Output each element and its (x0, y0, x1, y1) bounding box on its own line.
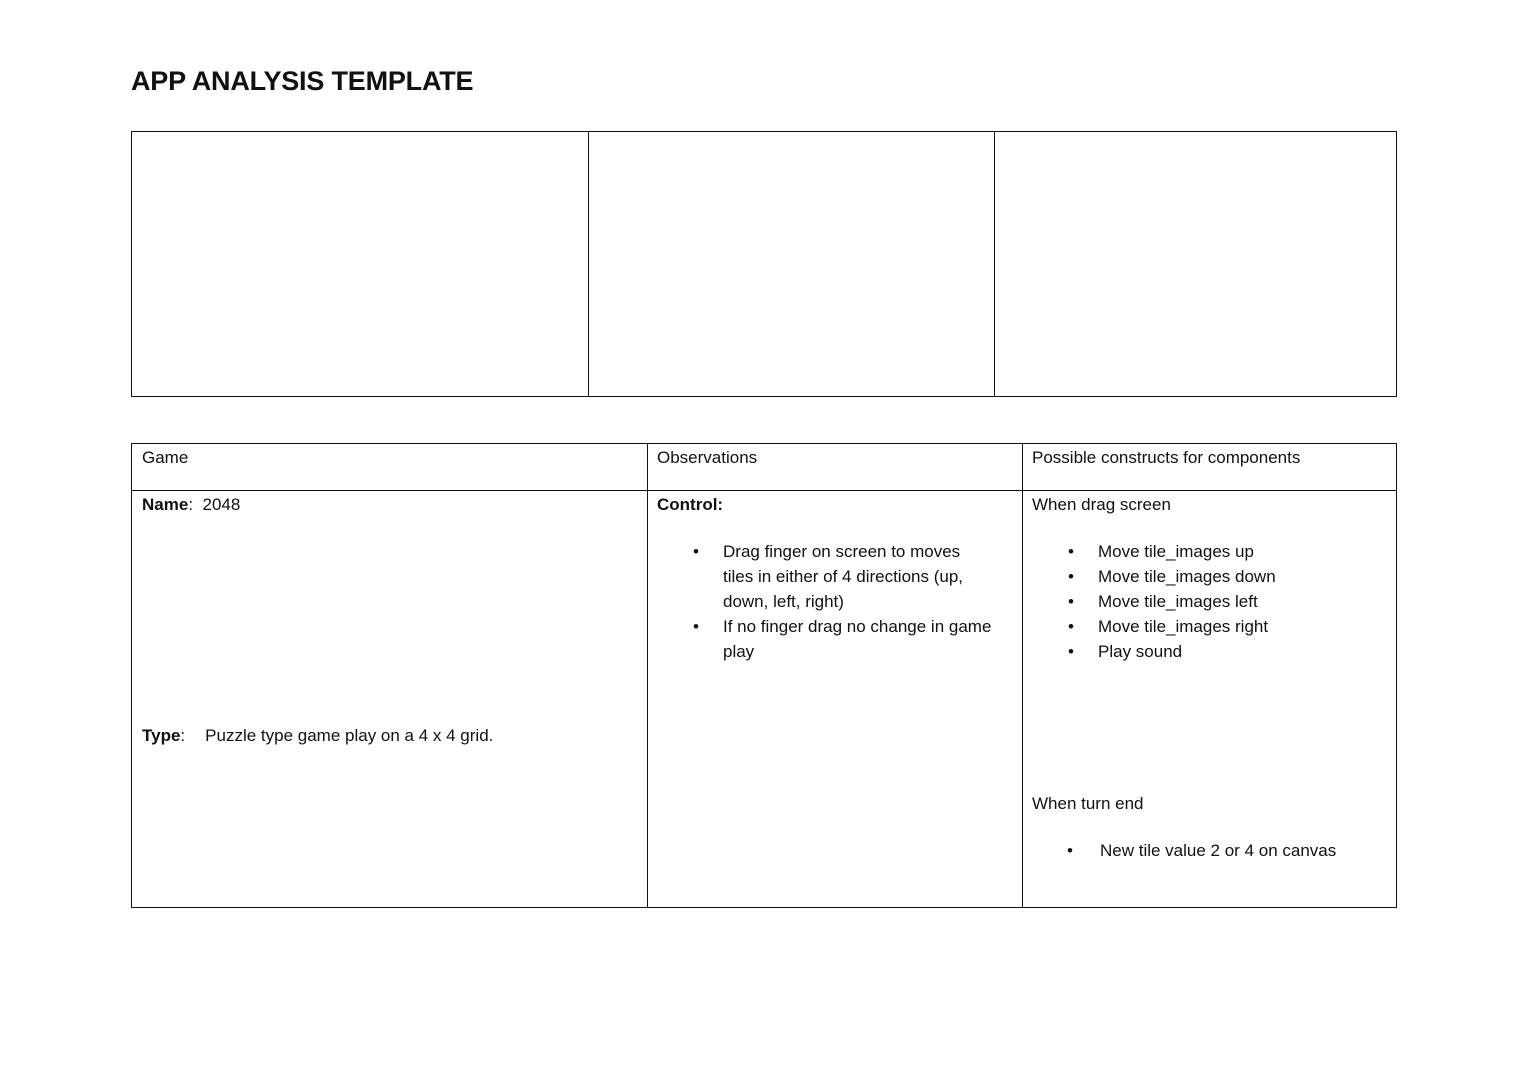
analysis-table (131, 443, 1397, 908)
list-item: • Move tile_images down (1098, 564, 1276, 589)
bullet-icon: • (1068, 542, 1074, 561)
header-observations: Observations (657, 448, 758, 467)
placeholder-divider-2 (994, 132, 995, 396)
bullet-icon: • (693, 542, 699, 561)
list-item: • New tile value 2 or 4 on canvas (1100, 838, 1336, 863)
header-game: Game (142, 448, 189, 467)
list-item: • If no finger drag no change in game play (723, 614, 991, 664)
page-title: APP ANALYSIS TEMPLATE (131, 66, 474, 96)
game-type-label: Type (142, 726, 181, 745)
game-type-value: Puzzle type game play on a 4 x 4 grid. (205, 726, 494, 745)
game-name-label: Name (142, 495, 189, 514)
bullet-icon: • (1068, 617, 1074, 636)
list-item: • Move tile_images up (1098, 539, 1276, 564)
column-divider-2 (1022, 444, 1023, 907)
bullet-icon: • (1068, 567, 1074, 586)
bullet-icon: • (693, 617, 699, 636)
list-item: • Move tile_images right (1098, 614, 1276, 639)
game-name-sep: : (188, 495, 194, 514)
drag-items-list (1068, 539, 1276, 664)
list-item: • Drag finger on screen to moves tiles in either of 4 directions (up, down, left, right) (723, 539, 991, 614)
game-name-value: 2048 (202, 495, 241, 514)
header-divider (132, 490, 1396, 491)
game-type-sep: : (180, 726, 186, 745)
game-name-row (142, 492, 240, 517)
list-item: • Move tile_images left (1098, 589, 1276, 614)
header-constructs: Possible constructs for components (1032, 448, 1301, 467)
column-divider-1 (647, 444, 648, 907)
bullet-icon: • (1068, 592, 1074, 611)
placeholder-divider-1 (588, 132, 589, 396)
drag-heading: When drag screen (1032, 495, 1171, 514)
observations-list (693, 539, 992, 664)
image-placeholder-table (131, 131, 1397, 397)
control-label: Control: (657, 495, 724, 514)
game-type-row (142, 723, 493, 748)
list-item: • Play sound (1098, 639, 1276, 664)
turn-heading: When turn end (1032, 794, 1144, 813)
bullet-icon: • (1067, 841, 1073, 860)
turn-items-list (1067, 838, 1337, 863)
bullet-icon: • (1068, 642, 1074, 661)
